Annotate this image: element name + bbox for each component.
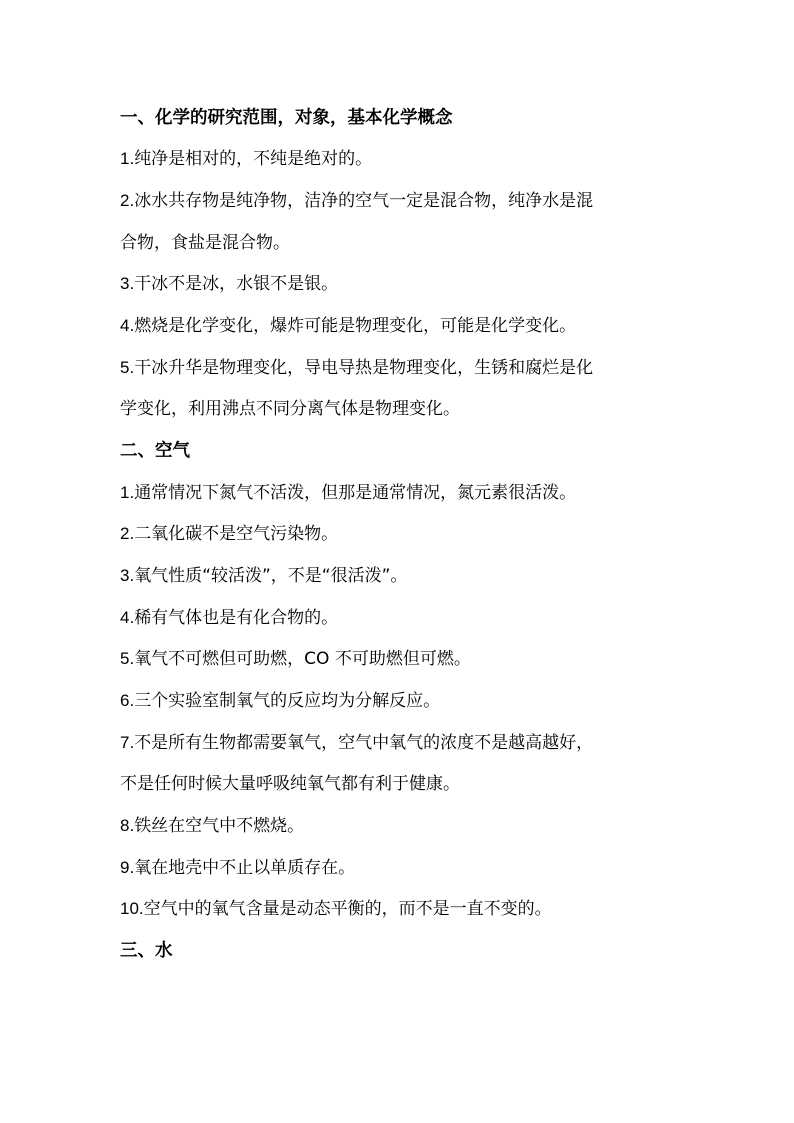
item-text: 氧气不可燃但可助燃，CO 不可助燃但可燃。 [134, 649, 471, 669]
list-item [120, 898, 700, 920]
list-item [120, 315, 700, 337]
item-number: 9. [120, 858, 135, 877]
item-number: 6. [120, 691, 135, 710]
item-text: 干冰不是冰，水银不是银。 [134, 274, 339, 294]
item-text: 铁丝在空气中不燃烧。 [134, 816, 305, 836]
list-item [120, 607, 700, 629]
list-item [120, 815, 700, 837]
item-number: 2. [120, 524, 135, 543]
section-heading-air: 二、空气 [120, 441, 190, 461]
item-text: 空气中的氧气含量是动态平衡的，而不是一直不变的。 [143, 899, 552, 919]
list-item [120, 732, 700, 754]
item-text: 燃烧是化学变化，爆炸可能是物理变化，可能是化学变化。 [134, 316, 577, 336]
item-text: 冰水共存物是纯净物，洁净的空气一定是混合物，纯净水是混 [134, 191, 594, 211]
list-item [120, 648, 700, 670]
list-item [120, 857, 700, 879]
list-item [120, 148, 700, 170]
item-number: 2. [120, 191, 135, 210]
list-item [120, 565, 700, 587]
item-text-continued: 不是任何时候大量呼吸纯氧气都有利于健康。 [120, 774, 460, 794]
item-number: 1. [120, 483, 135, 502]
item-number: 5. [120, 358, 135, 377]
list-item [120, 523, 700, 545]
section-heading-chemistry-scope: 一、化学的研究范围，对象，基本化学概念 [120, 108, 453, 128]
item-text: 三个实验室制氧气的反应均为分解反应。 [134, 691, 441, 711]
item-text-continued: 合物，食盐是混合物。 [120, 233, 290, 253]
section-heading-water: 三、水 [120, 941, 173, 961]
item-text: 稀有气体也是有化合物的。 [134, 608, 339, 628]
item-text: 干冰升华是物理变化，导电导热是物理变化，生锈和腐烂是化 [134, 358, 594, 378]
item-text: 纯净是相对的，不纯是绝对的。 [134, 149, 373, 169]
list-item [120, 190, 700, 212]
item-text: 氧在地壳中不止以单质存在。 [134, 858, 356, 878]
item-number: 8. [120, 816, 135, 835]
list-item [120, 357, 700, 379]
item-number: 3. [120, 566, 135, 585]
item-text: 通常情况下氮气不活泼，但那是通常情况，氮元素很活泼。 [134, 483, 577, 503]
item-number: 7. [120, 733, 135, 752]
item-number: 1. [120, 149, 135, 168]
item-text-continued: 学变化，利用沸点不同分离气体是物理变化。 [120, 399, 460, 419]
item-number: 5. [120, 649, 135, 668]
list-item [120, 690, 700, 712]
item-number: 3. [120, 274, 135, 293]
item-number: 10. [120, 899, 144, 918]
item-text: 二氧化碳不是空气污染物。 [134, 524, 339, 544]
item-number: 4. [120, 316, 135, 335]
item-text: 氧气性质“较活泼”，不是“很活泼”。 [134, 566, 408, 586]
item-text: 不是所有生物都需要氧气，空气中氧气的浓度不是越高越好， [134, 733, 594, 753]
list-item [120, 482, 700, 504]
list-item [120, 273, 700, 295]
item-number: 4. [120, 608, 135, 627]
